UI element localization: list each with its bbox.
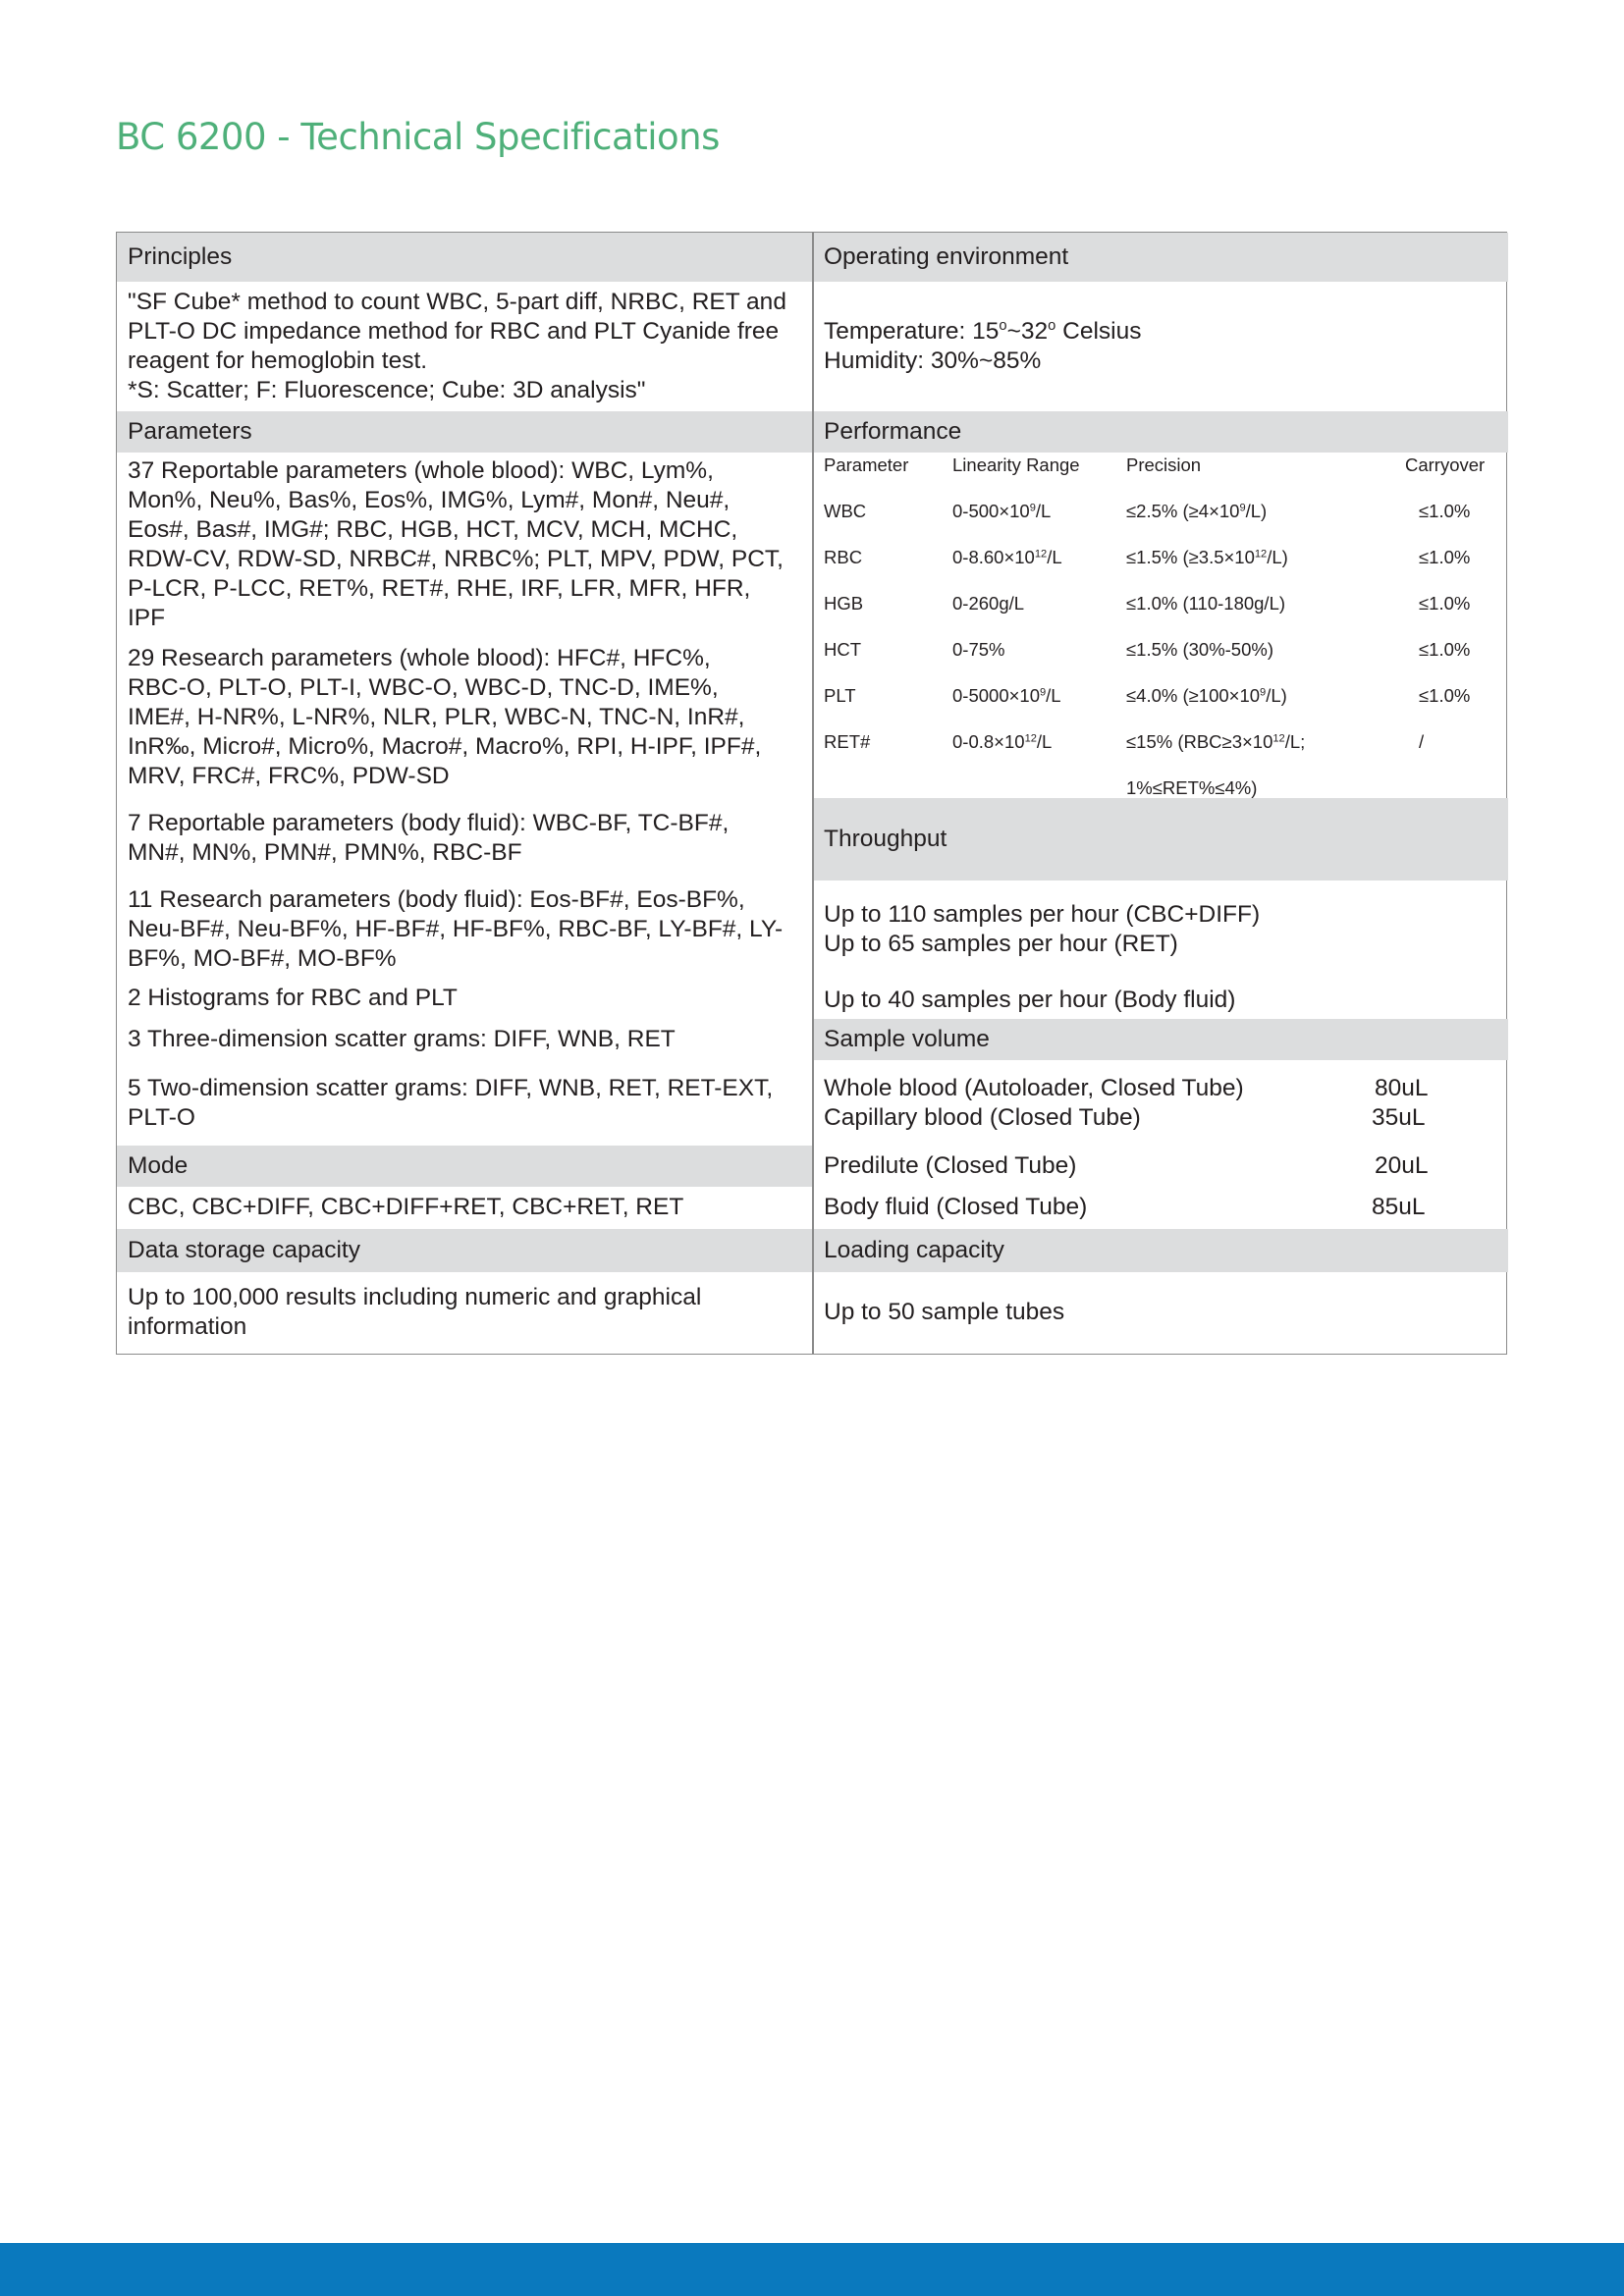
perf-precision-part: 12 xyxy=(1272,732,1285,745)
perf-linearity xyxy=(952,593,1024,614)
perf-param-part: HGB xyxy=(824,593,864,614)
degree-mark: o xyxy=(1048,318,1056,335)
perf-linearity-part: 0-8.60×10 xyxy=(952,547,1035,567)
scatter2d-text xyxy=(128,1074,773,1133)
loading-header: Loading capacity xyxy=(824,1237,1004,1263)
parameters-header: Parameters xyxy=(128,418,252,445)
performance-header: Performance xyxy=(824,418,962,445)
perf-precision-part: /L) xyxy=(1245,501,1268,521)
sample-volume-header: Sample volume xyxy=(824,1026,990,1052)
degree-mark: o xyxy=(999,318,1007,335)
perf-linearity-part: /L xyxy=(1046,685,1061,706)
research-line: 29 Research parameters (whole blood): HFC#, HFC%, xyxy=(128,645,711,671)
perf-carryover xyxy=(1419,731,1424,753)
research-line: InR‰, Micro#, Micro%, Macro#, Macro%, RPI, H-IPF, IPF#, xyxy=(128,733,762,760)
sample-volume-value: 20uL xyxy=(1375,1152,1429,1179)
principles-line: *S: Scatter; F: Fluorescence; Cube: 3D analysis" xyxy=(128,377,646,403)
perf-precision-part: ≤1.0% (110-180g/L) xyxy=(1126,593,1286,614)
perf-param-part: HCT xyxy=(824,639,862,660)
perf-col-precision: Precision xyxy=(1126,454,1202,475)
perf-precision xyxy=(1126,501,1267,522)
perf-linearity-part: /L xyxy=(1035,501,1052,521)
perf-precision-part: 9 xyxy=(1239,502,1246,514)
perf-precision-part: ≤15% (RBC≥3×10 xyxy=(1126,731,1273,752)
reportable-line: Eos#, Bas#, IMG#; RBC, HGB, HCT, MCV, MCH, MCHC, xyxy=(128,516,738,543)
perf-param xyxy=(824,731,870,753)
scatter3d-text: 3 Three-dimension scatter grams: DIFF, WNB, RET xyxy=(128,1026,676,1052)
perf-precision-part: ≤1.5% (30%-50%) xyxy=(1126,639,1273,660)
perf-linearity xyxy=(952,547,1062,568)
perf-param xyxy=(824,639,861,661)
perf-precision xyxy=(1126,731,1305,753)
perf-linearity xyxy=(952,639,1004,661)
spec-table xyxy=(116,232,1507,1355)
perf-col-carryover: Carryover xyxy=(1405,454,1486,475)
principles-text xyxy=(128,288,786,405)
reportable-line: Mon%, Neu%, Bas%, Eos%, IMG%, Lym#, Mon#, Neu#, xyxy=(128,487,731,513)
column-divider xyxy=(812,233,814,1354)
reportable-line: RDW-CV, RDW-SD, NRBC#, NRBC%; PLT, MPV, PDW, PCT, xyxy=(128,546,784,572)
perf-linearity xyxy=(952,731,1052,753)
sample-volume-label: Body fluid (Closed Tube) xyxy=(824,1194,1088,1220)
histograms-text: 2 Histograms for RBC and PLT xyxy=(128,985,458,1011)
temperature-mid: ~32 xyxy=(1006,318,1049,345)
perf-precision xyxy=(1126,593,1285,614)
footer-bar xyxy=(0,2243,1624,2296)
perf-precision xyxy=(1126,685,1287,707)
perf-linearity-part: 9 xyxy=(1040,686,1047,699)
sample-volume-label: Capillary blood (Closed Tube) xyxy=(824,1104,1141,1131)
perf-precision-part: /L) xyxy=(1267,547,1288,567)
sample-volume-label: Whole blood (Autoloader, Closed Tube) xyxy=(824,1075,1244,1101)
perf-param xyxy=(824,501,866,522)
perf-carryover-part: ≤1.0% xyxy=(1419,593,1471,614)
throughput-line: Up to 65 samples per hour (RET) xyxy=(824,931,1178,957)
perf-linearity-part: 9 xyxy=(1029,502,1036,514)
reportable-line: P-LCR, P-LCC, RET%, RET#, RHE, IRF, LFR, MFR, HFR, xyxy=(128,575,751,602)
perf-col-parameter: Parameter xyxy=(824,454,909,475)
throughput-line: Up to 40 samples per hour (Body fluid) xyxy=(824,987,1236,1013)
bf-research-line: Neu-BF#, Neu-BF%, HF-BF#, HF-BF%, RBC-BF, LY-BF#, LY- xyxy=(128,916,784,942)
perf-linearity xyxy=(952,685,1061,707)
temperature-text xyxy=(824,317,1141,347)
perf-precision xyxy=(1126,547,1288,568)
perf-linearity-part: /L xyxy=(1036,731,1053,752)
principles-header: Principles xyxy=(128,243,233,270)
temperature-prefix: Temperature: 15 xyxy=(824,318,1000,345)
research-line: MRV, FRC#, FRC%, PDW-SD xyxy=(128,763,450,789)
research-line: IME#, H-NR%, L-NR%, NLR, PLR, WBC-N, TNC-N, InR#, xyxy=(128,704,745,730)
perf-precision-part: ≤2.5% (≥4×10 xyxy=(1126,501,1240,521)
ret-precision-line2: 1%≤RET%≤4%) xyxy=(1126,777,1258,798)
bf-research-text xyxy=(128,885,783,974)
sample-volume-value: 80uL xyxy=(1375,1075,1429,1101)
research-line: RBC-O, PLT-O, PLT-I, WBC-O, WBC-D, TNC-D, IME%, xyxy=(128,674,719,701)
perf-carryover xyxy=(1419,639,1470,661)
sample-volume-value: 35uL xyxy=(1372,1104,1426,1131)
perf-param xyxy=(824,685,856,707)
storage-line: Up to 100,000 results including numeric and graphical xyxy=(128,1284,702,1310)
throughput-header: Throughput xyxy=(824,826,947,852)
perf-carryover xyxy=(1419,685,1470,707)
perf-linearity-part: 0-0.8×10 xyxy=(952,731,1025,752)
principles-line: reagent for hemoglobin test. xyxy=(128,347,428,374)
perf-precision-part: ≤4.0% (≥100×10 xyxy=(1126,685,1261,706)
perf-carryover xyxy=(1419,593,1470,614)
perf-carryover-part: ≤1.0% xyxy=(1419,501,1471,521)
perf-carryover-part: ≤1.0% xyxy=(1419,547,1471,567)
perf-col-linearity: Linearity Range xyxy=(952,454,1080,475)
reportable-parameters-text xyxy=(128,456,784,633)
perf-precision-part: 9 xyxy=(1260,686,1267,699)
throughput-line: Up to 110 samples per hour (CBC+DIFF) xyxy=(824,901,1261,928)
perf-linearity-part: 0-75% xyxy=(952,639,1005,660)
temperature-suffix: Celsius xyxy=(1056,318,1142,345)
perf-precision-part: 12 xyxy=(1254,548,1268,561)
scatter2d-line: 5 Two-dimension scatter grams: DIFF, WNB, RET, RET-EXT, xyxy=(128,1075,774,1101)
perf-carryover-part: / xyxy=(1419,731,1425,752)
mode-header: Mode xyxy=(128,1152,189,1179)
perf-linearity-part: 0-5000×10 xyxy=(952,685,1040,706)
humidity-text: Humidity: 30%~85% xyxy=(824,347,1042,374)
reportable-line: IPF xyxy=(128,605,166,631)
perf-param-part: RBC xyxy=(824,547,863,567)
research-parameters-text xyxy=(128,644,761,791)
principles-line: PLT-O DC impedance method for RBC and PLT Cyanide free xyxy=(128,318,780,345)
perf-carryover xyxy=(1419,501,1470,522)
perf-linearity-part: 0-500×10 xyxy=(952,501,1030,521)
perf-carryover-part: ≤1.0% xyxy=(1419,639,1471,660)
storage-text xyxy=(128,1283,701,1342)
scatter2d-line: PLT-O xyxy=(128,1104,195,1131)
storage-line: information xyxy=(128,1313,247,1340)
perf-linearity-part: 12 xyxy=(1034,548,1048,561)
bf-research-line: 11 Research parameters (body fluid): Eos-BF#, Eos-BF%, xyxy=(128,886,745,913)
perf-linearity xyxy=(952,501,1051,522)
perf-param xyxy=(824,547,862,568)
bf-reportable-text xyxy=(128,809,729,868)
storage-header: Data storage capacity xyxy=(128,1237,360,1263)
perf-carryover-part: ≤1.0% xyxy=(1419,685,1471,706)
loading-value: Up to 50 sample tubes xyxy=(824,1299,1065,1325)
principles-line: "SF Cube* method to count WBC, 5-part diff, NRBC, RET and xyxy=(128,289,786,315)
perf-carryover xyxy=(1419,547,1470,568)
perf-param-part: PLT xyxy=(824,685,856,706)
bf-reportable-line: MN#, MN%, PMN#, PMN%, RBC-BF xyxy=(128,839,522,866)
perf-precision-part: ≤1.5% (≥3.5×10 xyxy=(1126,547,1255,567)
perf-precision xyxy=(1126,639,1273,661)
perf-param-part: WBC xyxy=(824,501,867,521)
page-title: BC 6200 - Technical Specifications xyxy=(116,116,720,158)
perf-param-part: RET# xyxy=(824,731,871,752)
bf-reportable-line: 7 Reportable parameters (body fluid): WBC-BF, TC-BF#, xyxy=(128,810,730,836)
sample-volume-label: Predilute (Closed Tube) xyxy=(824,1152,1077,1179)
perf-param xyxy=(824,593,863,614)
mode-value: CBC, CBC+DIFF, CBC+DIFF+RET, CBC+RET, RET xyxy=(128,1194,684,1220)
perf-precision-part: /L; xyxy=(1284,731,1306,752)
perf-precision-part: /L) xyxy=(1266,685,1287,706)
mode-header-band xyxy=(117,1146,812,1187)
sample-volume-value: 85uL xyxy=(1372,1194,1426,1220)
perf-linearity-part: /L xyxy=(1047,547,1062,567)
environment-header: Operating environment xyxy=(824,243,1069,270)
reportable-line: 37 Reportable parameters (whole blood): WBC, Lym%, xyxy=(128,457,714,484)
bf-research-line: BF%, MO-BF#, MO-BF% xyxy=(128,945,397,972)
perf-linearity-part: 0-260g/L xyxy=(952,593,1025,614)
perf-linearity-part: 12 xyxy=(1024,732,1037,745)
